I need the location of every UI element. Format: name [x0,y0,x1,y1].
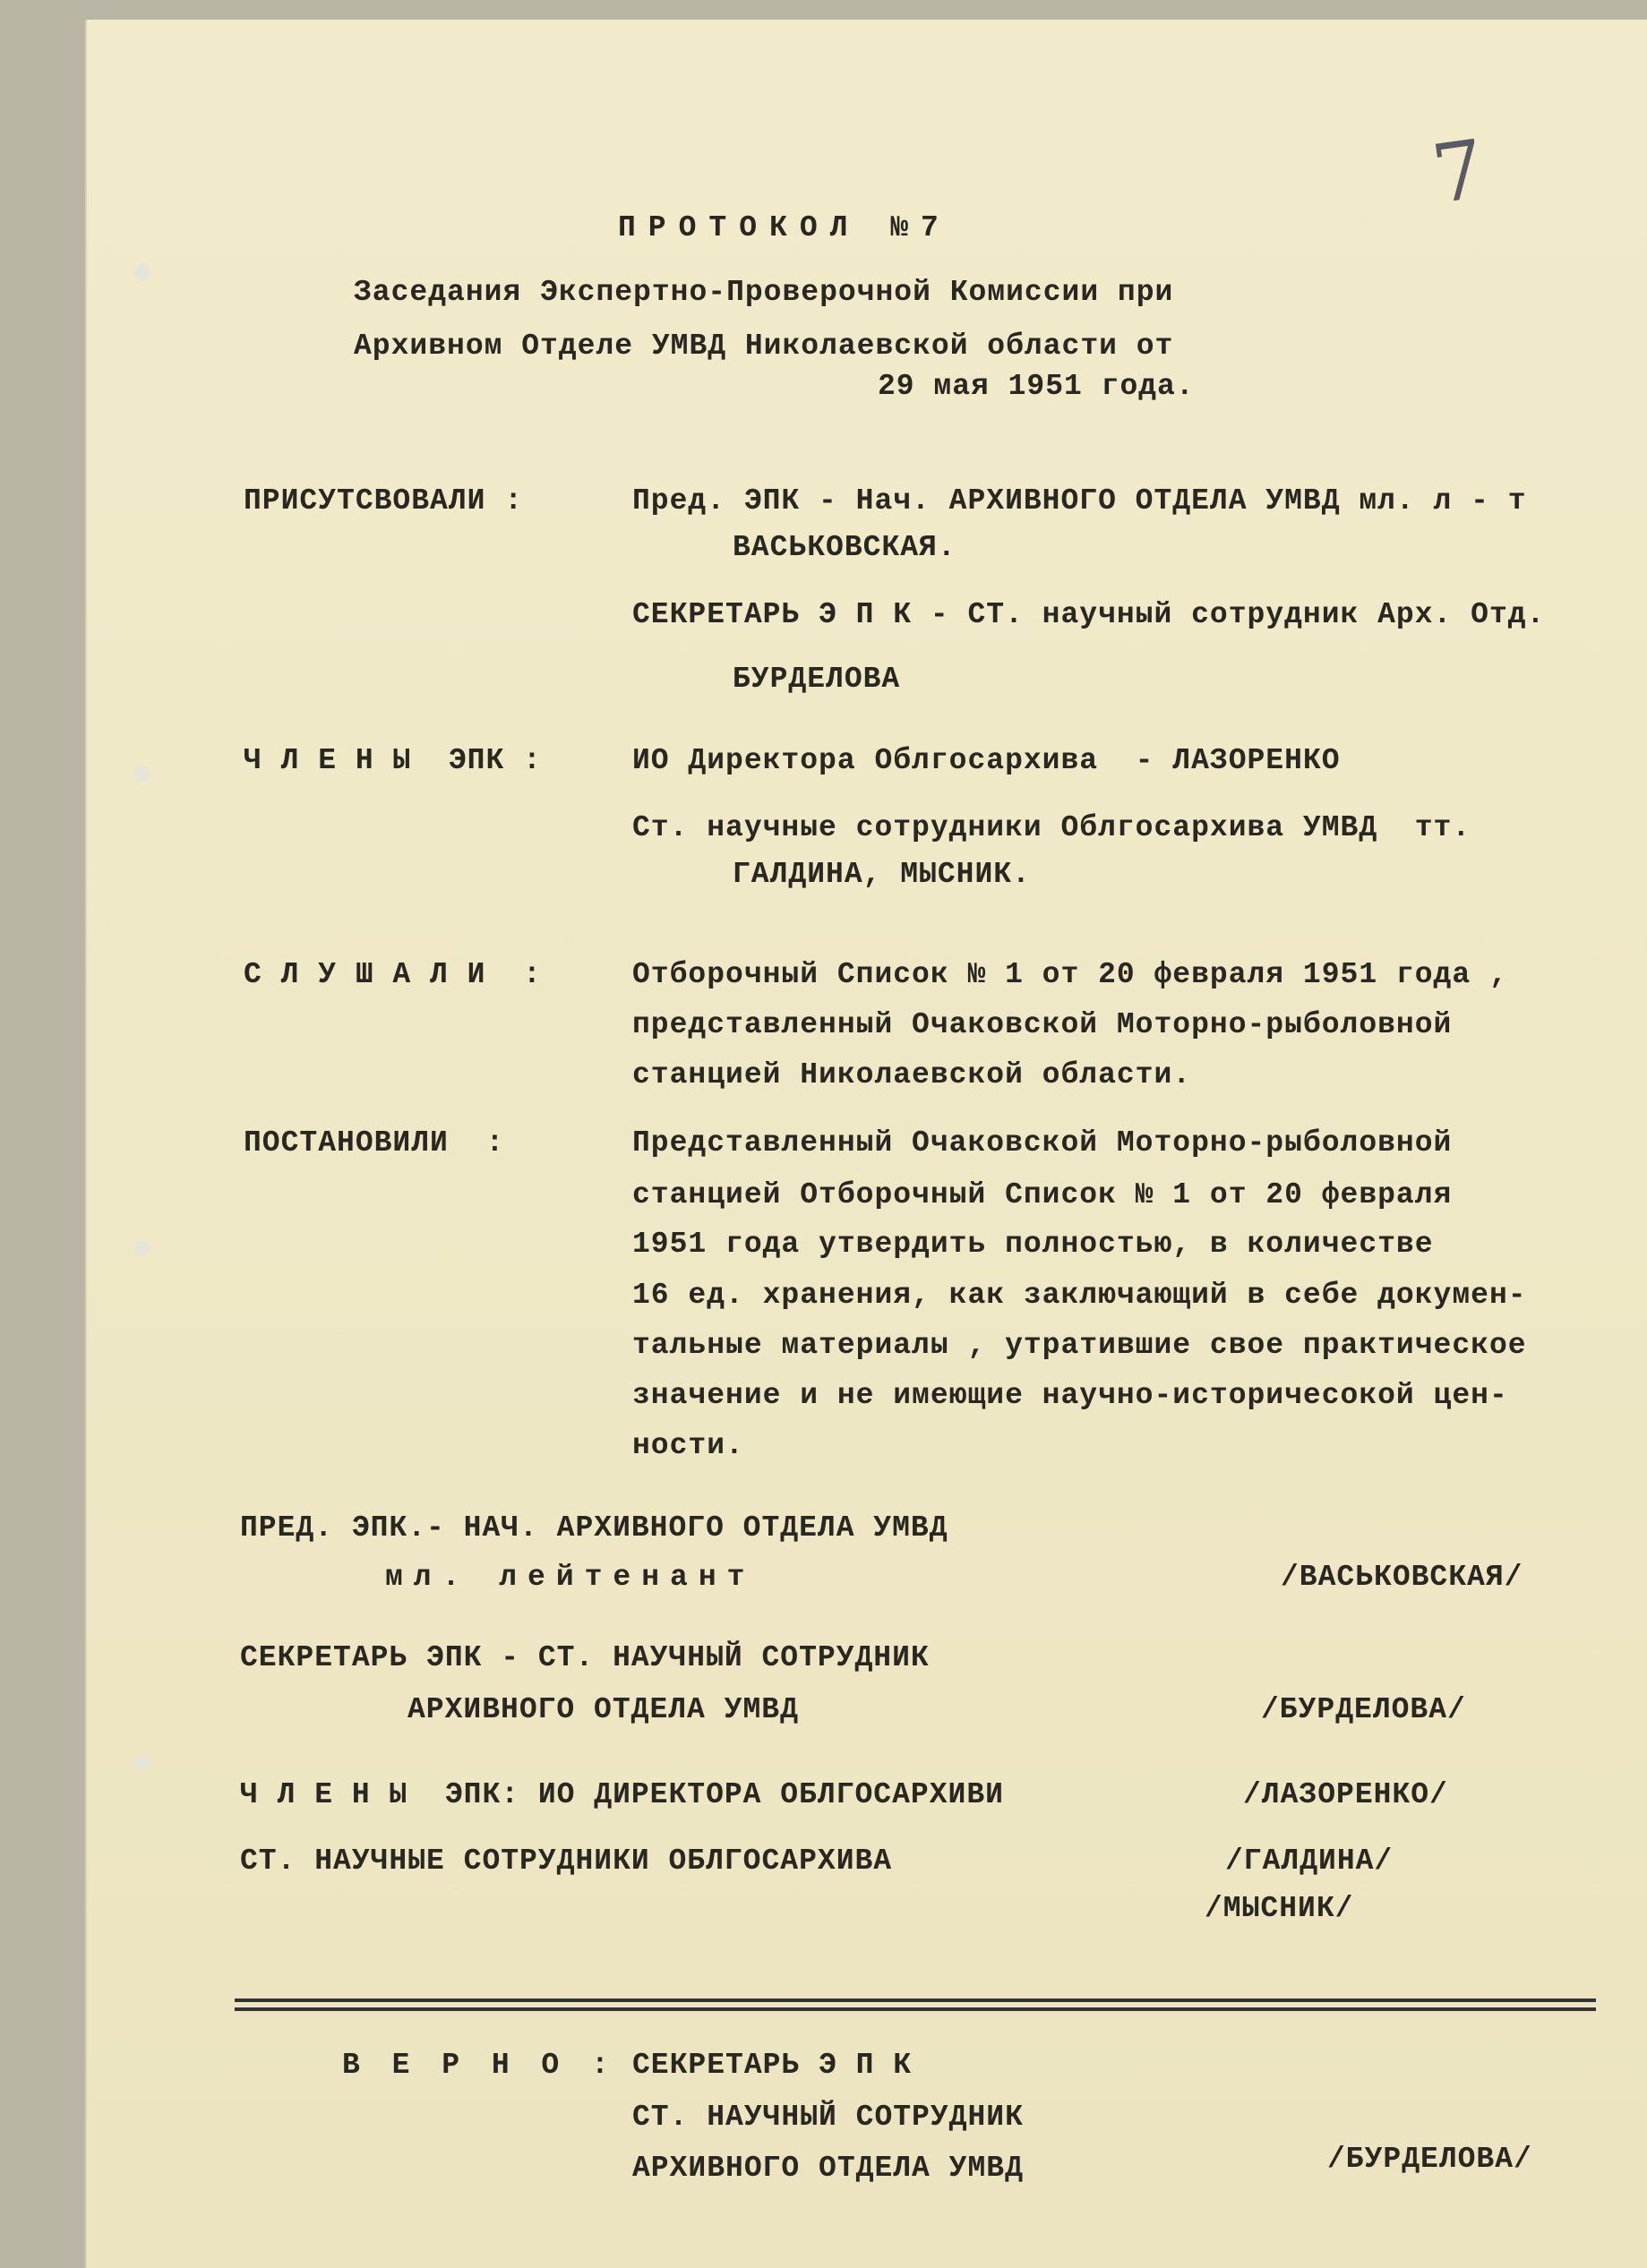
members-signature-line: СТ. НАУЧНЫЕ СОТРУДНИКИ ОБЛГОСАРХИВА [240,1844,893,1878]
present-name: ВАСЬКОВСКАЯ. [733,531,956,564]
subtitle-line-2: Архивном Отделе УМВД Николаевской области от [354,330,1174,363]
certified-line: СЕКРЕТАРЬ Э П К [632,2049,913,2082]
members-names: ГАЛДИНА, МЫСНИК. [733,858,1031,891]
member-name: /ГАЛДИНА/ [1225,1844,1394,1878]
punch-hole [134,1755,150,1771]
subtitle-line-1: Заседания Экспертно-Проверочной Комиссии при [354,276,1174,309]
resolved-line: Представленный Очаковской Моторно-рыболовной [632,1126,1453,1160]
resolved-line: ности. [632,1429,744,1462]
certified-line: АРХИВНОГО ОТДЕЛА УМВД [632,2152,1024,2185]
divider [235,1998,1596,2002]
members-line: ИО Директора Облгосархива - ЛАЗОРЕНКО [632,744,1341,777]
resolved-line: значение и не имеющие научно-историчесокой цен- [632,1379,1508,1412]
heard-line: станцией Николаевской области. [632,1058,1192,1091]
handwritten-page-number: 7 [1426,122,1491,223]
secretary-name: /БУРДЕЛОВА/ [1261,1693,1466,1726]
members-signature-line: Ч Л Е Н Ы ЭПК: ИО ДИРЕКТОРА ОБЛГОСАРХИВИ [240,1778,1004,1811]
document-date: 29 мая 1951 года. [878,370,1195,403]
punch-hole [134,766,150,782]
certified-name: /БУРДЕЛОВА/ [1327,2143,1532,2176]
secretary-department: АРХИВНОГО ОТДЕЛА УМВД [407,1693,799,1726]
present-line: Пред. ЭПК - Нач. АРХИВНОГО ОТДЕЛА УМВД мл. л - т [632,484,1527,518]
certified-label: В Е Р Н О : [342,2049,616,2082]
members-label: Ч Л Е Н Ы ЭПК : [244,744,542,777]
present-label: ПРИСУТСВОВАЛИ : [244,484,524,518]
resolved-line: станцией Отборочный Список № 1 от 20 февраля [632,1178,1453,1211]
punch-hole [134,1240,150,1256]
chair-signature-line: ПРЕД. ЭПК.- НАЧ. АРХИВНОГО ОТДЕЛА УМВД [240,1511,948,1545]
heard-line: представленный Очаковской Моторно-рыболовной [632,1008,1453,1041]
chair-rank: мл. лейтенант [385,1561,756,1594]
certified-line: СТ. НАУЧНЫЙ СОТРУДНИК [632,2101,1024,2134]
punch-hole [134,264,150,280]
resolved-label: ПОСТАНОВИЛИ : [244,1126,505,1160]
member-name: /МЫСНИК/ [1205,1892,1354,1925]
secretary-signature-line: СЕКРЕТАРЬ ЭПК - СТ. НАУЧНЫЙ СОТРУДНИК [240,1641,930,1674]
divider [235,2007,1596,2011]
document-title: ПРОТОКОЛ №7 [618,211,951,244]
heard-label: С Л У Ш А Л И : [244,958,542,991]
members-line: Ст. научные сотрудники Облгосархива УМВД тт. [632,811,1471,844]
heard-line: Отборочный Список № 1 от 20 февраля 1951 года , [632,958,1508,991]
member-name: /ЛАЗОРЕНКО/ [1243,1778,1448,1811]
resolved-line: тальные материалы , утратившие свое практическое [632,1329,1527,1362]
resolved-line: 1951 года утвердить полностью, в количестве [632,1228,1434,1261]
resolved-line: 16 ед. хранения, как заключающий в себе докумен- [632,1279,1527,1312]
present-name: БУРДЕЛОВА [733,663,901,696]
present-line: СЕКРЕТАРЬ Э П К - СТ. научный сотрудник Арх. Отд. [632,598,1546,631]
chair-name: /ВАСЬКОВСКАЯ/ [1281,1561,1523,1594]
